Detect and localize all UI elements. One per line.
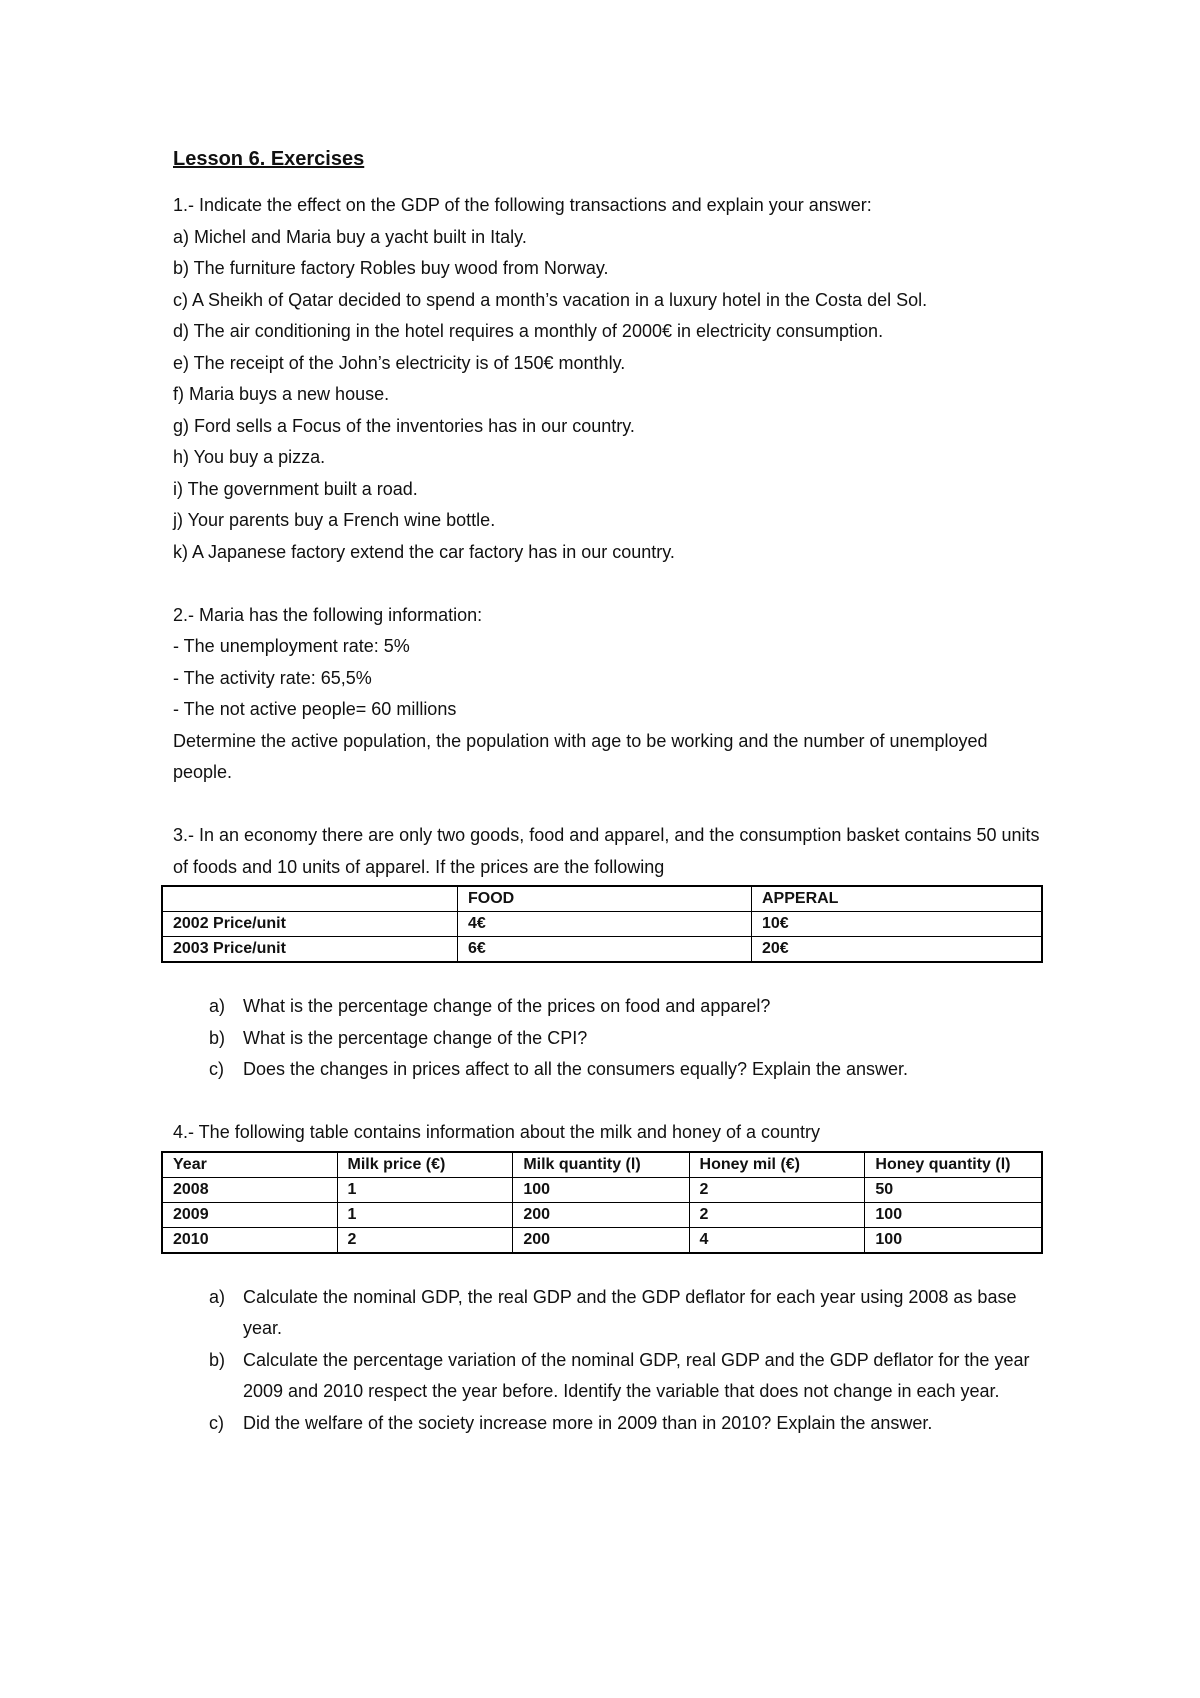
- list-item: [173, 1054, 1043, 1086]
- table-cell: 2003 Price/unit: [162, 937, 458, 963]
- table-row: [162, 1152, 1042, 1178]
- table-cell: 2002 Price/unit: [162, 912, 458, 937]
- table-cell: FOOD: [458, 886, 752, 912]
- question-text: Does the changes in prices affect to all the consumers equally? Explain the answer.: [243, 1059, 909, 1079]
- table-cell: 6€: [458, 937, 752, 963]
- table-cell: Year: [162, 1152, 337, 1178]
- exercise-1-item-h: h) You buy a pizza.: [173, 447, 326, 467]
- table-cell: 2: [689, 1177, 865, 1202]
- exercise-1: [173, 190, 1043, 568]
- milk-honey-table: [161, 1151, 1043, 1254]
- question-label: a): [209, 1286, 226, 1307]
- exercise-2-item: - The not active people= 60 millions: [173, 699, 457, 719]
- exercise-3-questions: [173, 991, 1043, 1086]
- exercise-2-question: Determine the active population, the population with age to be working and the number of unemployed people.: [173, 730, 988, 782]
- exercise-4-questions: [173, 1282, 1043, 1440]
- price-table: [161, 885, 1043, 963]
- table-cell: 50: [865, 1177, 1042, 1202]
- table-cell: 100: [865, 1202, 1042, 1227]
- exercise-1-item-f: f) Maria buys a new house.: [173, 384, 390, 404]
- list-item: [173, 1282, 1043, 1345]
- question-label: b): [209, 1027, 226, 1048]
- exercise-1-item-g: g) Ford sells a Focus of the inventories has in our country.: [173, 415, 635, 436]
- table-row: [162, 886, 1042, 912]
- table-cell: 2009: [162, 1202, 337, 1227]
- table-cell: 2010: [162, 1227, 337, 1253]
- exercise-1-item-a: a) Michel and Maria buy a yacht built in Italy.: [173, 226, 527, 247]
- question-text: What is the percentage change of the CPI?: [243, 1027, 588, 1048]
- exercise-1-item-k: k) A Japanese factory extend the car factory has in our country.: [173, 541, 675, 562]
- table-cell: Milk price (€): [337, 1152, 513, 1178]
- exercise-2: [173, 600, 1043, 789]
- table-row: [162, 912, 1042, 937]
- exercise-2-item: - The activity rate: 65,5%: [173, 667, 372, 688]
- exercise-1-item-j: j) Your parents buy a French wine bottle.: [173, 510, 496, 530]
- question-label: a): [209, 996, 226, 1016]
- exercise-4-intro: 4.- The following table contains information about the milk and honey of a country: [173, 1122, 821, 1142]
- table-cell: 4: [689, 1227, 865, 1253]
- table-cell: 100: [865, 1227, 1042, 1253]
- question-text: Calculate the nominal GDP, the real GDP and the GDP deflator for each year using 2008 as base year.: [243, 1286, 1017, 1338]
- exercise-2-intro: 2.- Maria has the following information:: [173, 604, 483, 625]
- list-item: [173, 1023, 1043, 1055]
- table-cell: 200: [513, 1227, 689, 1253]
- exercise-1-item-b: b) The furniture factory Robles buy wood from Norway.: [173, 258, 609, 278]
- table-row: [162, 1227, 1042, 1253]
- exercise-1-item-i: i) The government built a road.: [173, 478, 418, 499]
- table-cell: Honey mil (€): [689, 1152, 865, 1178]
- table-cell: 2: [337, 1227, 513, 1253]
- exercise-1-item-c: c) A Sheikh of Qatar decided to spend a month’s vacation in a luxury hotel in the Costa del Sol.: [173, 289, 928, 310]
- table-cell: 200: [513, 1202, 689, 1227]
- question-text: What is the percentage change of the prices on food and apparel?: [243, 996, 771, 1016]
- table-cell: 100: [513, 1177, 689, 1202]
- exercise-4: [173, 1117, 1043, 1439]
- question-text: Did the welfare of the society increase more in 2009 than in 2010? Explain the answer.: [243, 1412, 933, 1433]
- list-item: [173, 1408, 1043, 1440]
- exercise-3-intro: 3.- In an economy there are only two goods, food and apparel, and the consumption basket contains 50 units of foods and 10 units of apparel. If the prices are the following: [173, 825, 1040, 877]
- exercise-1-item-d: d) The air conditioning in the hotel requires a monthly of 2000€ in electricity consumption.: [173, 321, 884, 341]
- table-cell: 10€: [752, 912, 1043, 937]
- table-row: [162, 937, 1042, 963]
- question-label: c): [209, 1412, 224, 1433]
- exercise-1-item-e: e) The receipt of the John’s electricity is of 150€ monthly.: [173, 352, 626, 373]
- exercise-1-intro: 1.- Indicate the effect on the GDP of the following transactions and explain your answer:: [173, 195, 872, 215]
- exercise-3: [173, 820, 1043, 1086]
- question-text: Calculate the percentage variation of the nominal GDP, real GDP and the GDP deflator for the year 2009 and 2010 respect the year before. Identify the variable that does not change in each year.: [243, 1349, 1030, 1401]
- table-cell: [162, 886, 458, 912]
- table-cell: 20€: [752, 937, 1043, 963]
- table-cell: APPERAL: [752, 886, 1043, 912]
- exercise-2-item: - The unemployment rate: 5%: [173, 636, 410, 656]
- table-cell: Milk quantity (l): [513, 1152, 689, 1178]
- table-cell: Honey quantity (l): [865, 1152, 1042, 1178]
- table-cell: 1: [337, 1202, 513, 1227]
- question-label: b): [209, 1349, 226, 1370]
- table-row: [162, 1177, 1042, 1202]
- table-cell: 1: [337, 1177, 513, 1202]
- list-item: [173, 1345, 1043, 1408]
- question-label: c): [209, 1059, 224, 1079]
- table-row: [162, 1202, 1042, 1227]
- table-cell: 2: [689, 1202, 865, 1227]
- list-item: [173, 991, 1043, 1023]
- table-cell: 2008: [162, 1177, 337, 1202]
- document-page: [173, 138, 1043, 1439]
- table-cell: 4€: [458, 912, 752, 937]
- lesson-title: Lesson 6. Exercises: [173, 148, 365, 170]
